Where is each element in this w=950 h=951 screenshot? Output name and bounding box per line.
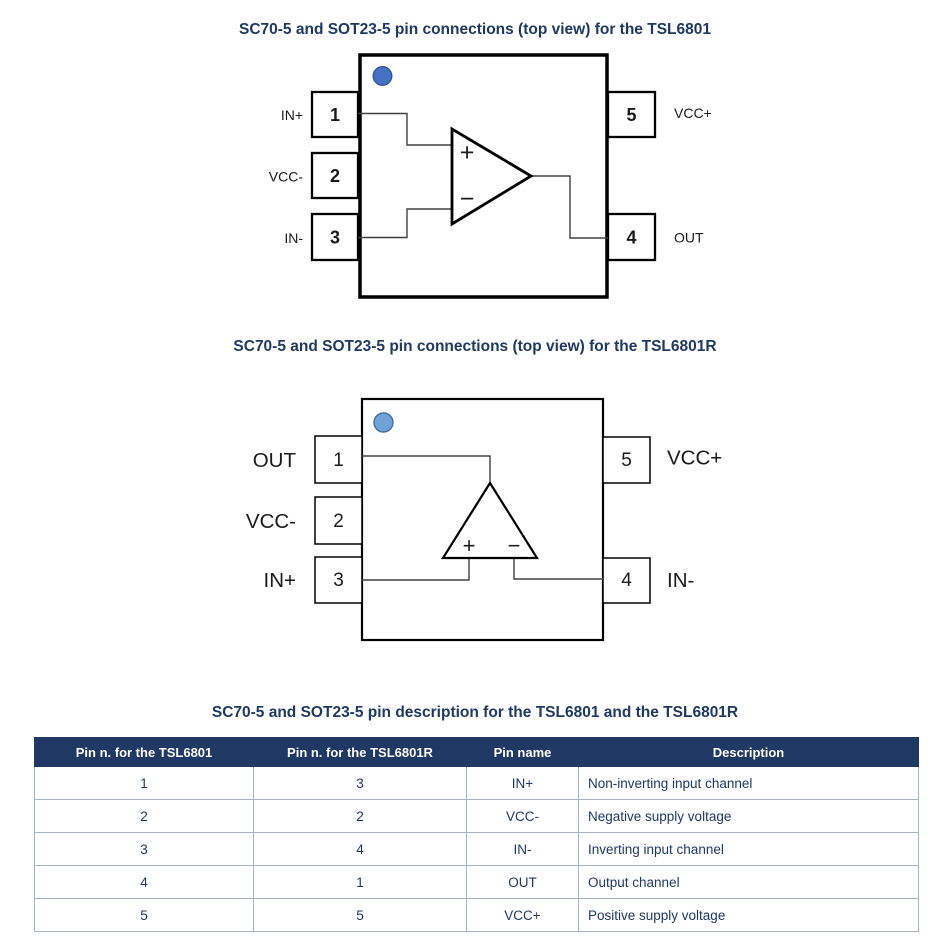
table-row	[35, 899, 919, 932]
cell-pin-name: OUT	[467, 866, 579, 899]
pin3-number: 3	[333, 570, 344, 591]
cell-description: Non-inverting input channel	[579, 767, 919, 800]
cell-pin-tsl6801: 2	[35, 800, 254, 833]
pin1-label: OUT	[252, 449, 296, 472]
cell-pin-tsl6801r: 3	[254, 767, 467, 800]
table-row	[35, 767, 919, 800]
cell-pin-name: IN+	[467, 767, 579, 800]
header-pin-tsl6801r: Pin n. for the TSL6801R	[254, 738, 467, 767]
cell-pin-name: IN-	[467, 833, 579, 866]
figure2-diagram	[225, 392, 755, 648]
header-description: Description	[579, 738, 919, 767]
cell-description: Inverting input channel	[579, 833, 919, 866]
pin1-orientation-dot	[373, 67, 392, 86]
cell-pin-tsl6801r: 4	[254, 833, 467, 866]
pin2-number: 2	[329, 166, 341, 186]
pin2-number: 2	[333, 511, 344, 532]
cell-pin-tsl6801: 4	[35, 866, 254, 899]
cell-pin-tsl6801: 1	[35, 767, 254, 800]
cell-pin-tsl6801r: 1	[254, 866, 467, 899]
header-pin-tsl6801: Pin n. for the TSL6801	[35, 738, 254, 767]
cell-pin-name: VCC+	[467, 899, 579, 932]
pin4-label: IN-	[667, 569, 695, 592]
figure1-title: SC70-5 and SOT23-5 pin connections (top view) for the TSL6801	[239, 21, 711, 38]
pin2-label: VCC-	[268, 168, 303, 185]
pin1-label: IN+	[280, 107, 303, 123]
pin5-label: VCC+	[674, 105, 712, 121]
cell-pin-tsl6801r: 5	[254, 899, 467, 932]
table-row	[35, 866, 919, 899]
pin4-number: 4	[621, 570, 632, 591]
cell-description: Positive supply voltage	[579, 899, 919, 932]
pin5-number: 5	[626, 105, 637, 125]
pin1-orientation-dot	[374, 413, 393, 432]
table-header-row	[35, 738, 919, 767]
table-row	[35, 833, 919, 866]
opamp-minus-symbol: −	[459, 185, 475, 213]
cell-description: Negative supply voltage	[579, 800, 919, 833]
pin3-label: IN-	[284, 230, 303, 246]
cell-pin-tsl6801: 3	[35, 833, 254, 866]
pin4-label: OUT	[674, 229, 704, 246]
pin1-number: 1	[333, 450, 344, 471]
cell-pin-tsl6801r: 2	[254, 800, 467, 833]
cell-description: Output channel	[579, 866, 919, 899]
pin5-number: 5	[621, 450, 632, 471]
cell-pin-tsl6801: 5	[35, 899, 254, 932]
pin3-number: 3	[329, 227, 341, 248]
figure2-title: SC70-5 and SOT23-5 pin connections (top view) for the TSL6801R	[233, 338, 717, 355]
opamp-plus-symbol: +	[462, 533, 476, 558]
pin-description-table	[34, 737, 919, 932]
opamp-minus-symbol: −	[507, 533, 521, 558]
opamp-plus-symbol: +	[459, 138, 475, 167]
pin3-label: IN+	[263, 569, 296, 592]
cell-pin-name: VCC-	[467, 800, 579, 833]
header-pin-name: Pin name	[467, 738, 579, 767]
pin5-label: VCC+	[667, 446, 723, 470]
table-row	[35, 800, 919, 833]
pin-table-title: SC70-5 and SOT23-5 pin description for the TSL6801 and the TSL6801R	[211, 704, 739, 721]
pin2-label: VCC-	[245, 510, 296, 533]
figure1-diagram	[250, 45, 720, 310]
pin4-number: 4	[626, 227, 637, 248]
pin1-number: 1	[329, 105, 341, 125]
